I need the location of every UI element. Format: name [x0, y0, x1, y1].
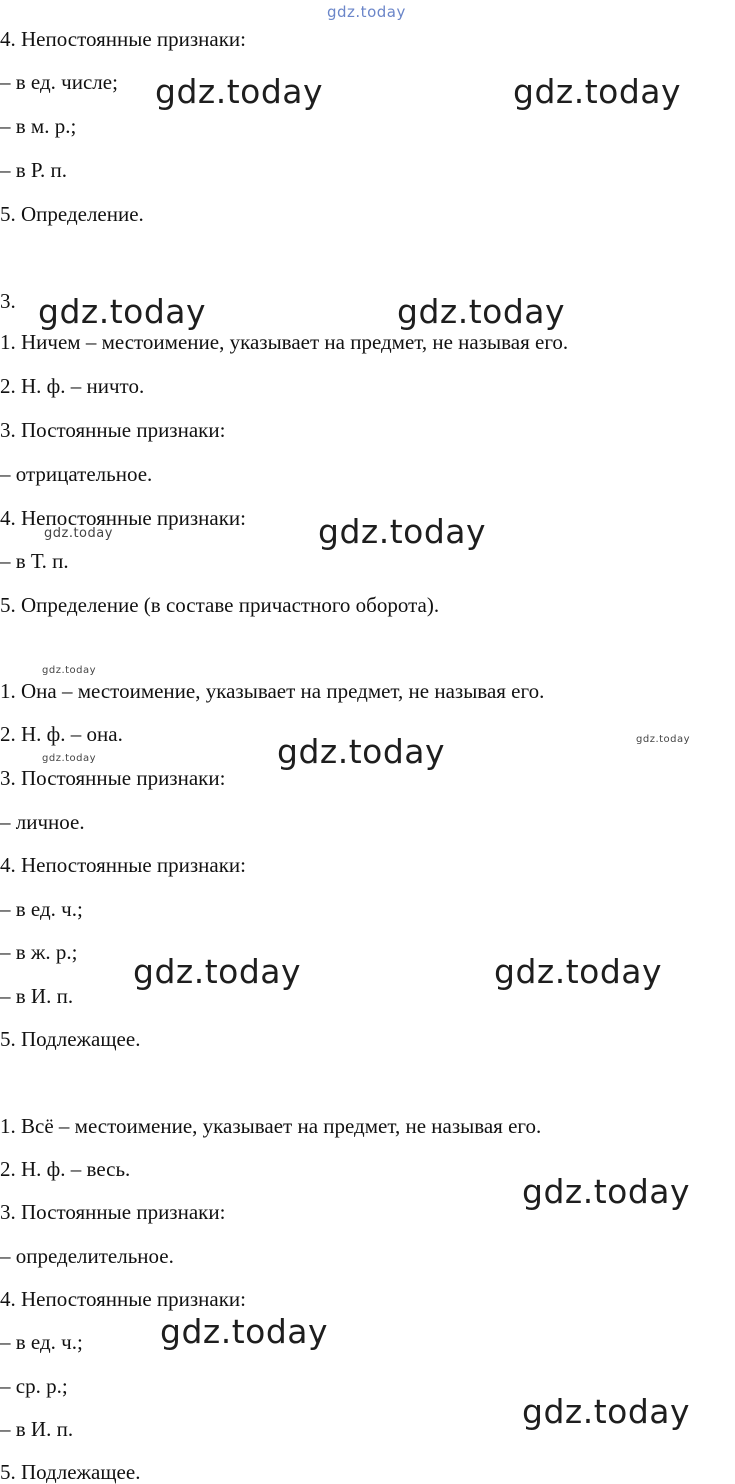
watermark: gdz.today	[160, 1312, 329, 1351]
watermark: gdz.today	[494, 952, 663, 991]
watermark: gdz.today	[133, 952, 302, 991]
text-line: – в ед. ч.;	[0, 897, 83, 921]
text-line: 1. Всё – местоимение, указывает на предмет, не называя его.	[0, 1114, 542, 1138]
text-line: 2. Н. ф. – весь.	[0, 1157, 131, 1181]
text-line: 4. Непостоянные признаки:	[0, 1287, 246, 1311]
text-line: 3. Постоянные признаки:	[0, 418, 226, 442]
watermark: gdz.today	[277, 732, 446, 771]
text-line: 3.	[0, 289, 16, 313]
watermark: gdz.today	[513, 72, 682, 111]
watermark-top: gdz.today	[327, 3, 406, 21]
text-line: 5. Подлежащее.	[0, 1027, 141, 1051]
text-line: – в Р. п.	[0, 158, 67, 182]
watermark-small: gdz.today	[42, 753, 97, 764]
watermark-small: gdz.today	[636, 734, 691, 745]
text-line: 1. Она – местоимение, указывает на предмет, не называя его.	[0, 679, 545, 703]
watermark-small: gdz.today	[42, 665, 97, 676]
text-line: 5. Подлежащее.	[0, 1460, 141, 1484]
text-line: 4. Непостоянные признаки:	[0, 506, 246, 530]
text-line: – личное.	[0, 810, 85, 834]
watermark: gdz.today	[155, 72, 324, 111]
text-line: 1. Ничем – местоимение, указывает на предмет, не называя его.	[0, 330, 569, 354]
text-line: – ср. р.;	[0, 1374, 68, 1398]
text-line: 5. Определение.	[0, 202, 144, 226]
watermark: gdz.today	[318, 512, 487, 551]
text-line: – в Т. п.	[0, 549, 69, 573]
text-line: 2. Н. ф. – ничто.	[0, 374, 145, 398]
text-line: – в ед. ч.;	[0, 1330, 83, 1354]
text-line: – в ж. р.;	[0, 940, 78, 964]
text-line: 4. Непостоянные признаки:	[0, 27, 246, 51]
watermark: gdz.today	[397, 292, 566, 331]
watermark: gdz.today	[522, 1172, 691, 1211]
text-line: – в м. р.;	[0, 114, 77, 138]
watermark: gdz.today	[38, 292, 207, 331]
text-line: 4. Непостоянные признаки:	[0, 853, 246, 877]
watermark: gdz.today	[522, 1392, 691, 1431]
text-line: 3. Постоянные признаки:	[0, 766, 226, 790]
text-line: 2. Н. ф. – она.	[0, 722, 123, 746]
text-line: – в ед. числе;	[0, 70, 118, 94]
text-line: – определительное.	[0, 1244, 174, 1268]
text-line: – в И. п.	[0, 1417, 74, 1441]
text-line: 3. Постоянные признаки:	[0, 1200, 226, 1224]
text-line: – отрицательное.	[0, 462, 153, 486]
watermark-small: gdz.today	[44, 526, 113, 541]
text-line: 5. Определение (в составе причастного оборота).	[0, 593, 440, 617]
text-line: – в И. п.	[0, 984, 74, 1008]
